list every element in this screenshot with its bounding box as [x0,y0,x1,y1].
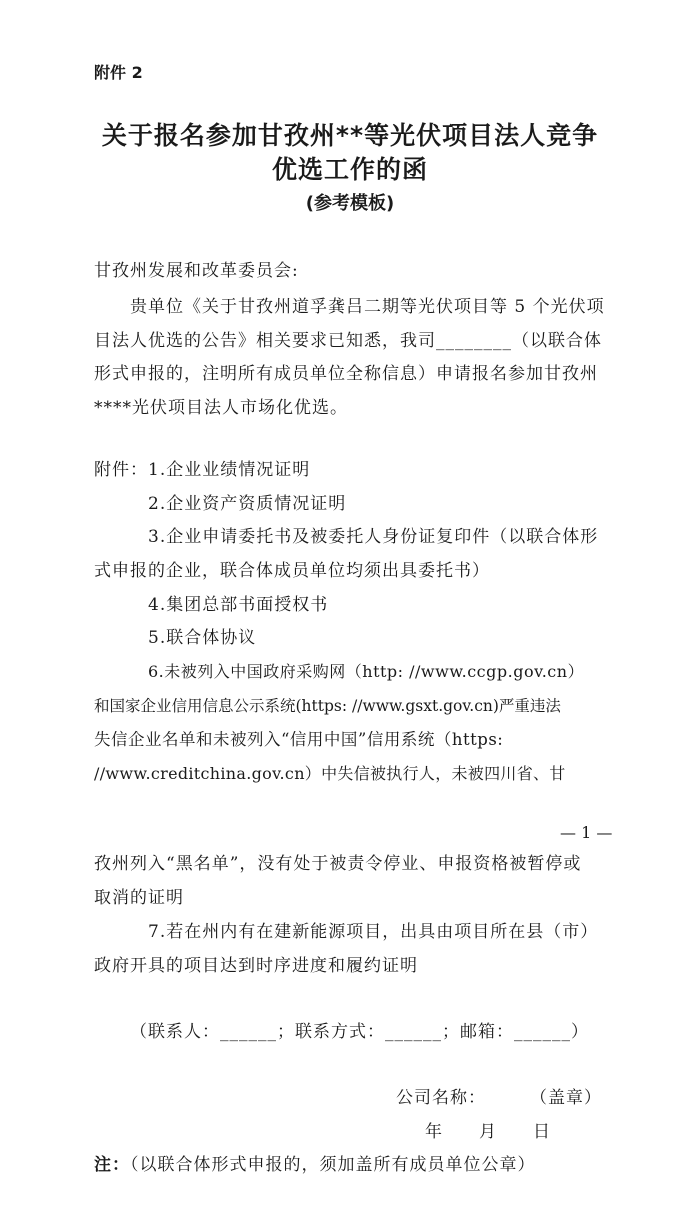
body-line-4: ****光伏项目法人市场化优选。 [94,398,348,418]
document-title-line-1: 关于报名参加甘孜州**等光伏项目法人竞争 [101,121,599,150]
attachment-item-6-cont-2: 失信企业名单和未被列入“信用中国”信用系统（https: [94,730,504,749]
attachment-item-4: 4.集团总部书面授权书 [148,595,329,615]
addressee: 甘孜州发展和改革委员会: [94,261,299,281]
attachment-item-7: 7.若在州内有在建新能源项目，出具由项目所在县（市） [148,922,599,942]
attachment-item-6-cont-1: 和国家企业信用信息公示系统(https: //www.gsxt.gov.cn)严重违法 [94,697,561,715]
contact-line: （联系人：______；联系方式：______；邮箱：______） [130,1022,589,1042]
attachment-item-7-cont: 政府开具的项目达到时序进度和履约证明 [94,956,418,976]
attachment-label: 附件 2 [94,63,143,82]
body-line-2: 目法人优选的公告》相关要求已知悉，我司________（以联合体 [94,331,602,351]
continuation-line-2: 取消的证明 [94,888,184,908]
attachment-item-2: 2.企业资产资质情况证明 [148,494,347,514]
note-label: 注： [94,1155,130,1175]
page-number: — 1 — [560,823,613,842]
attachment-item-1: 附件：1.企业业绩情况证明 [94,460,311,480]
body-line-1: 贵单位《关于甘孜州道孚龚吕二期等光伏项目等 5 个光伏项 [130,297,605,317]
continuation-line-1: 孜州列入“黑名单”，没有处于被责令停业、申报资格被暂停或 [94,854,582,874]
body-line-3: 形式申报的，注明所有成员单位全称信息）申请报名参加甘孜州 [94,364,598,384]
attachment-item-6-cont-3: //www.creditchina.gov.cn）中失信被执行人，未被四川省、甘 [94,764,566,783]
seal-label: （盖章） [530,1088,602,1108]
attachment-item-3: 3.企业申请委托书及被委托人身份证复印件（以联合体形 [148,527,599,547]
company-name-label: 公司名称： [396,1088,486,1108]
attachment-item-6: 6.未被列入中国政府采购网（http: //www.ccgp.gov.cn） [148,662,585,681]
date-line: 年 月 日 [425,1122,551,1142]
attachment-item-3-cont: 式申报的企业，联合体成员单位均须出具委托书） [94,561,490,581]
document-subtitle: (参考模板) [305,193,395,214]
note [94,1153,536,1177]
note-text: （以联合体形式申报的，须加盖所有成员单位公章） [130,1155,536,1175]
attachment-item-5: 5.联合体协议 [148,628,257,648]
document-title-line-2: 优选工作的函 [271,155,428,184]
